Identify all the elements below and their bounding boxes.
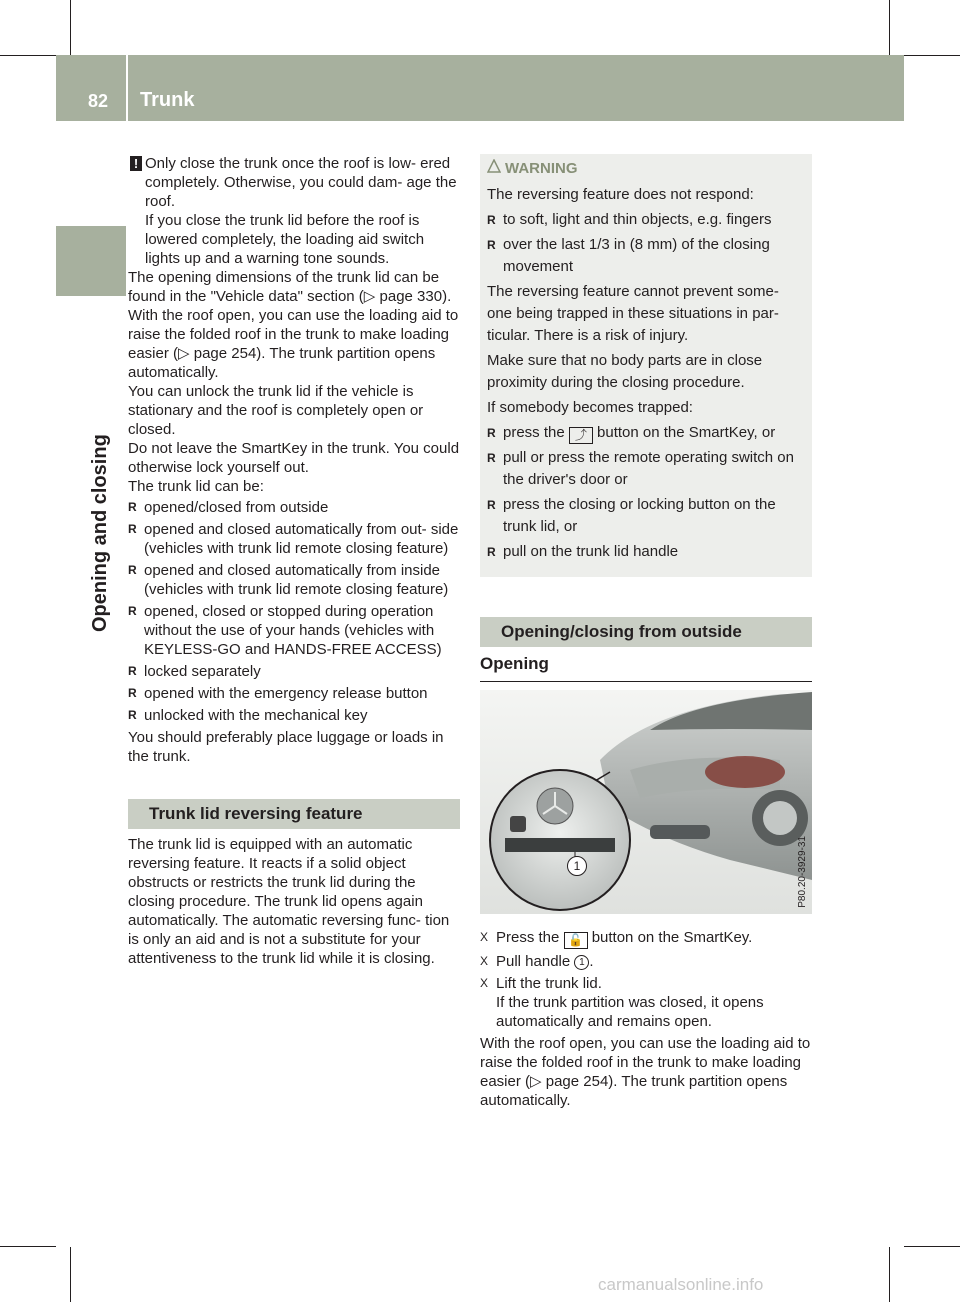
crop-mark	[889, 1247, 890, 1302]
warning-text: The reversing feature does not respond:	[487, 186, 754, 203]
step-arrow-icon: X	[480, 976, 489, 990]
step-text: Lift the trunk lid.	[496, 975, 602, 992]
list-item-text: press the	[503, 424, 569, 441]
crop-mark	[70, 0, 71, 55]
warning-text: Make sure that no body parts are in close proximity during the closing procedure.	[487, 352, 763, 391]
paragraph: The trunk lid can be:	[128, 478, 264, 495]
bullet-icon: R	[487, 451, 496, 465]
note-text: If you close the trunk lid before the roof is lowered completely, the loading aid switch lights up and a warning tone sounds.	[145, 212, 425, 267]
crop-mark	[0, 55, 56, 56]
bullet-icon: R	[487, 426, 496, 440]
list-item	[128, 662, 460, 681]
right-column	[480, 154, 812, 1110]
crop-mark	[904, 1246, 960, 1247]
crop-mark	[70, 1247, 71, 1302]
figure-code: P80.20-3929-31	[797, 836, 808, 908]
note-text: Only close the trunk once the roof is low- ered completely. Otherwise, you could dam- age the roof.	[145, 155, 457, 210]
page-number: 82	[88, 91, 109, 111]
bullet-icon: R	[487, 498, 496, 512]
list-item	[487, 422, 804, 444]
unlock-key-icon: 🔓	[564, 932, 588, 949]
bullet-icon: R	[128, 604, 137, 618]
trunk-handle-illustration	[480, 690, 812, 914]
warning-heading	[487, 158, 804, 180]
list-item-text: opened/closed from outside	[144, 499, 329, 516]
exclamation-icon: !	[130, 156, 142, 171]
bullet-icon: R	[487, 545, 496, 559]
warning-list	[487, 209, 804, 278]
step	[480, 952, 812, 971]
step-text: Press the	[496, 929, 564, 946]
list-item	[487, 541, 804, 563]
list-item-text: unlocked with the mechanical key	[144, 707, 368, 724]
section-heading: Trunk lid reversing feature	[128, 799, 460, 829]
bullet-icon: R	[128, 664, 137, 678]
list-item	[128, 520, 460, 558]
step-arrow-icon: X	[480, 930, 489, 944]
paragraph: The trunk lid is equipped with an automatic reversing feature. It reacts if a solid object obstructs or restricts the trunk lid during the closing procedure. The trunk lid opens again automatically. The automatic reversing func- tion is only an aid and is not a substitute for your attentiveness to the trunk lid while it is closing.	[128, 836, 450, 967]
step-result-text: If the trunk partition was closed, it opens automatically and remains open.	[496, 994, 764, 1030]
step	[480, 928, 812, 949]
paragraph: You can unlock the trunk lid if the vehicle is stationary and the roof is completely open or closed.	[128, 383, 424, 438]
header-separator	[126, 55, 128, 121]
list-item	[487, 447, 804, 491]
paragraph: With the roof open, you can use the loading aid to raise the folded roof in the trunk to make loading easier (▷ page 254). The trunk partition opens automatically.	[480, 1035, 811, 1109]
list-item-text: press the closing or locking button on the trunk lid, or	[503, 496, 776, 535]
warning-text: If somebody becomes trapped:	[487, 399, 693, 416]
crop-mark	[0, 1246, 56, 1247]
chapter-label: Opening and closing	[89, 434, 111, 632]
callout-1: 1	[567, 856, 587, 876]
bullet-icon: R	[128, 708, 137, 722]
note-block	[128, 154, 460, 268]
bullet-icon: R	[128, 500, 137, 514]
paragraph: Do not leave the SmartKey in the trunk. You could otherwise lock yourself out.	[128, 440, 460, 476]
list-item-text: opened with the emergency release button	[144, 685, 428, 702]
bullet-icon: R	[487, 238, 496, 252]
steps	[480, 928, 812, 1110]
list-item	[128, 602, 460, 659]
list-item-text: over the last 1/3 in (8 mm) of the closing movement	[503, 236, 770, 275]
list-item-text: to soft, light and thin objects, e.g. fingers	[503, 211, 772, 228]
chapter-tab	[56, 226, 126, 296]
list-item	[128, 706, 460, 725]
bullet-icon: R	[128, 686, 137, 700]
trapped-actions-list	[487, 422, 804, 563]
page-title: Trunk	[140, 89, 195, 111]
list-item-text: pull on the trunk lid handle	[503, 543, 679, 560]
list-item-text: button on the SmartKey, or	[592, 424, 776, 441]
paragraph: The opening dimensions of the trunk lid can be found in the "Vehicle data" section (▷ page 330).	[128, 269, 452, 305]
watermark: carmanualsonline.info	[598, 1275, 764, 1294]
list-item	[128, 684, 460, 703]
bullet-icon: R	[487, 213, 496, 227]
trunk-capability-list	[128, 498, 460, 725]
list-item-text: opened and closed automatically from inside (vehicles with trunk lid remote closing feature)	[144, 562, 449, 598]
list-item	[487, 209, 804, 231]
step-text: Pull handle	[496, 953, 575, 970]
callout-1: 1	[574, 955, 589, 970]
list-item-text: pull or press the remote operating switch on the driver's door or	[503, 449, 794, 488]
warning-triangle-icon	[487, 159, 501, 173]
step-arrow-icon: X	[480, 954, 489, 968]
paragraph: You should preferably place luggage or loads in the trunk.	[128, 729, 444, 765]
list-item	[128, 561, 460, 599]
list-item-text: locked separately	[144, 663, 261, 680]
section-heading: Opening/closing from outside	[480, 617, 812, 647]
list-item	[487, 234, 804, 278]
list-item	[487, 494, 804, 538]
bullet-icon: R	[128, 563, 137, 577]
list-item-text: opened and closed automatically from out- side (vehicles with trunk lid remote closing feature)	[144, 521, 459, 557]
warning-title: WARNING	[505, 160, 578, 177]
crop-mark	[889, 0, 890, 55]
warning-text: The reversing feature cannot prevent some- one being trapped in these situations in par- ticular. There is a risk of injury.	[487, 283, 779, 344]
list-item-text: opened, closed or stopped during operation without the use of your hands (vehicles with KEYLESS-GO and HANDS-FREE ACCESS)	[144, 603, 442, 658]
bullet-icon: R	[128, 522, 137, 536]
list-item	[128, 498, 460, 517]
subsection-heading: Opening	[480, 653, 812, 682]
car-rear-illustration	[480, 690, 812, 914]
paragraph: With the roof open, you can use the loading aid to raise the folded roof in the trunk to make loading easier (▷ page 254). The trunk partition opens automatically.	[128, 307, 459, 381]
crop-mark	[904, 55, 960, 56]
trunk-key-icon: ⤴	[569, 427, 593, 444]
step-text: button on the SmartKey.	[587, 929, 753, 946]
warning-box	[480, 154, 812, 577]
left-column	[128, 154, 460, 968]
step	[480, 974, 812, 1031]
step-text: .	[589, 953, 594, 970]
